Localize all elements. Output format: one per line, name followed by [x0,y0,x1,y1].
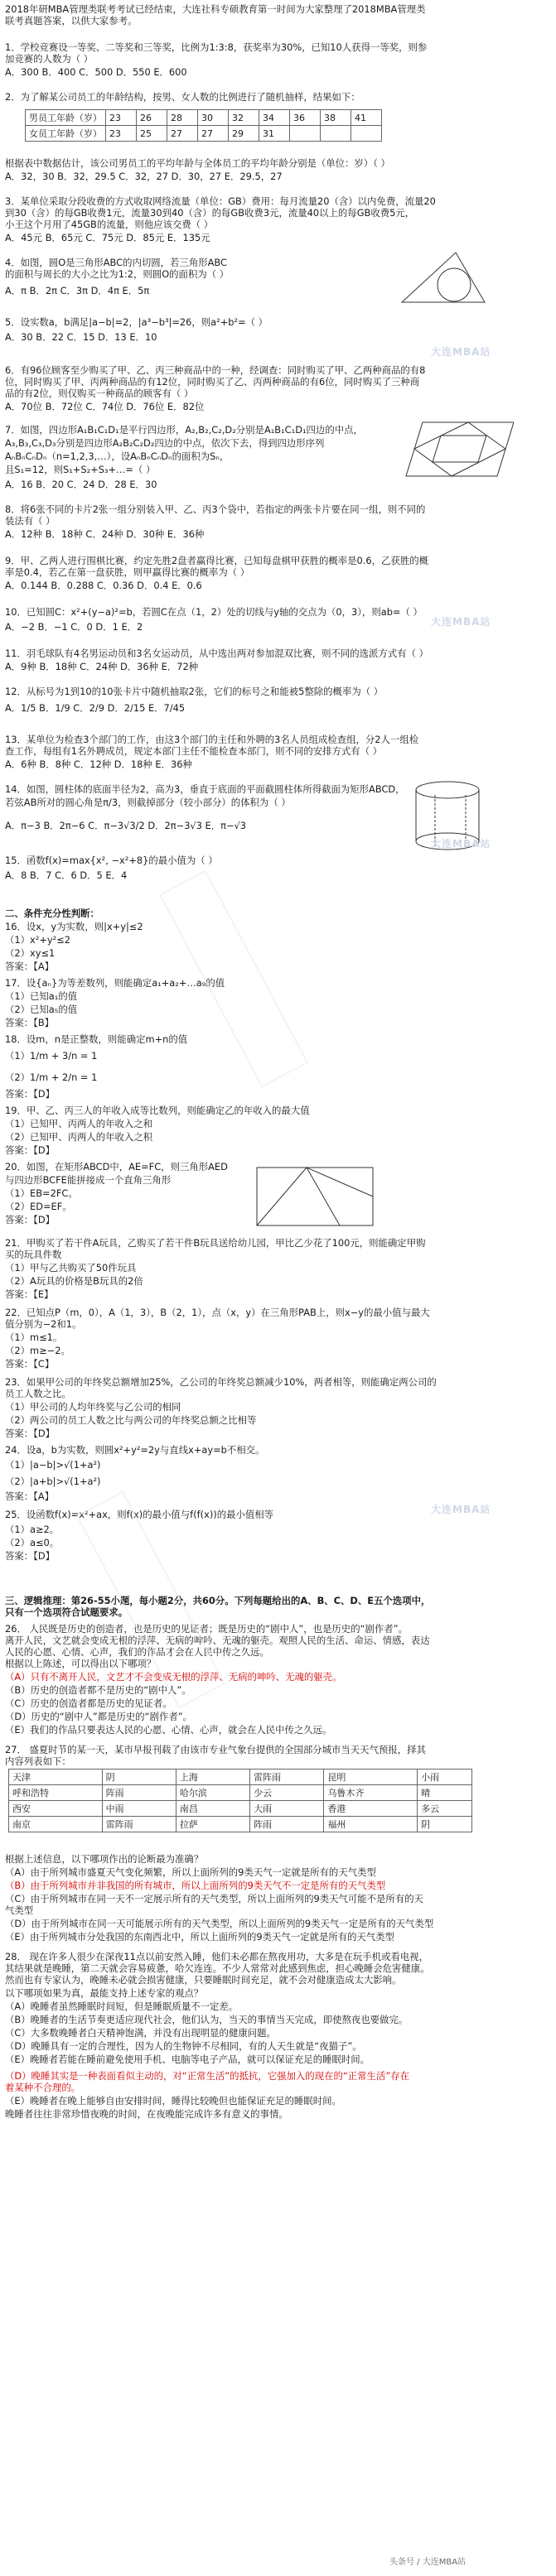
text-line: 晚睡者往往非常珍惜夜晚的时间，在夜晚能完成许多有意义的事情。 [5,2108,288,2120]
text-line: （D）由于所列城市在同一天可能展示所有的天气类型，所以上面所列的9类天气一定是所有的天气类型 [5,1918,434,1929]
text-line: 着某种不合理的。 [5,2082,81,2093]
rectangle-figure [249,1159,381,1234]
text-line: （1）甲与乙共购买了50件玩具 [5,1262,137,1274]
footer-text: 头条号 / 大连MBA站 [389,2558,467,2567]
text-line: 然而也有专家认为，晚睡未必就会损害健康，只要睡眠时间充足，就不会对健康造成太大影响。 [5,1974,402,1986]
text-line: （E）晚睡者若能在睡前避免使用手机、电脑等电子产品，就可以保证充足的睡眠时间。 [5,2054,370,2065]
text-line: 21．甲购买了若干件A玩具，乙购买了若干件B玩具送给幼儿园，甲比乙少花了100元，则能确定甲购 [5,1237,426,1249]
text-line: 其结果就是晚睡，第二天就会容易疲惫，哈欠连连。不少人常常对此感到焦虑，担心晚睡会危害健康。 [5,1962,430,1974]
table-row: 南京 雷阵雨 拉萨 阵雨 福州 阴 [9,1817,472,1832]
text-line: 13．某单位为检查3个部门的工作，由这3个部门的主任和外聘的3名人员组成检查组，分2人一组检 [5,734,419,745]
text-line: 答案：【D】 [5,1214,56,1225]
text-line: （C）大多数晚睡者白天精神饱满，并没有出现明显的健康问题。 [5,2027,276,2039]
text-line: 10．已知圆C：x²+(y−a)²=b，若圆C在点（1，2）处的切线与y轴的交点为（0，3），则ab=（ ） [5,606,423,618]
text-line: 内容列表如下： [5,1755,71,1767]
text-line: （B）历史的创造者都不是历史的“剧中人”。 [5,1684,191,1696]
text-line: 答案：【B】 [5,1017,55,1028]
text-line: 气类型 [5,1904,34,1916]
watermark-text: 大连MBA站 [431,1504,491,1515]
text-line: 品的有2位，则仅购买一种商品的顾客有（ ） [5,388,194,399]
text-line: 19．甲、乙、丙三人的年收入成等比数列，则能确定乙的年收入的最大值 [5,1105,310,1116]
text-line: （1）a≥2。 [5,1524,60,1535]
incircle-figure [398,248,489,306]
text-line: 8．将6张不同的卡片2张一组分别装入甲、乙、丙3个袋中，若指定的两张卡片要在同一组，则不同的 [5,503,426,515]
text-line: 答案：【D】 [5,1428,56,1439]
text-line: （1）甲公司的人均年终奖与乙公司的相同 [5,1401,181,1413]
watermark-text: 大连MBA站 [431,616,491,628]
text-line: 答案：【A】 [5,1490,55,1502]
text-line: A．9种 B．18种 C．24种 D．36种 E．72种 [5,661,199,672]
text-line: （C）由于所列城市在同一天不一定展示所有的天气类型，所以上面所列的9类天气可能不是所有的天 [5,1893,423,1904]
text-line: 根据表中数据估计，该公司男员工的平均年龄与全体员工的平均年龄分别是（单位：岁）（ ） [5,157,390,169]
text-line: 装法有（ ） [5,515,56,527]
text-line: （2）xy≤1 [5,947,56,959]
text-line: （2）m≥−2。 [5,1345,70,1356]
text-line: A．6种 B．8种 C．12种 D．18种 E．36种 [5,758,192,770]
text-line: （E）由于所列城市分处我国的东南西北中，所以上面所列的9类天气一定就是所有的天气类型 [5,1931,395,1943]
text-line: A．π B．2π C．3π D．4π E．5π [5,285,150,296]
text-line: 11．羽毛球队有4名男运动员和3名女运动员，从中选出两对参加混双比赛，则不同的选派方式有（ ） [5,648,429,659]
parallelogram-figure [389,418,514,480]
text-line: （C）历史的创造者都是历史的见证者。 [5,1697,172,1709]
text-line: A．70位 B．72位 C．74位 D．76位 E．82位 [5,401,205,412]
text-line: （B）由于所列城市并非我国的所有城市，所以上面所列的9类天气不一定是所有的天气类型 [5,1880,386,1891]
text-line: 值分别为−2和1。 [5,1318,82,1330]
text-line: （1）已知a₁的值 [5,990,78,1002]
weather-table [8,1769,472,1832]
watermark-text: 大连MBA站 [431,838,491,850]
text-line: 加竞赛的人数为（ ） [5,53,94,65]
text-line: A．−2 B．−1 C．0 D．1 E．2 [5,621,143,633]
text-line: 22．已知点P（m，0），A（1，3），B（2，1），点（x，y）在三角形PAB上，则x−y的最小值与最大 [5,1307,430,1318]
text-line: A．45元 B．65元 C．75元 D．85元 E．135元 [5,232,210,243]
text-line: 9．甲、乙两人进行围棋比赛，约定先胜2盘者赢得比赛，已知每盘棋甲获胜的概率是0.6，乙获胜的概 [5,555,429,566]
text-line: 16．设x，y为实数，则|x+y|≤2 [5,921,143,932]
text-line: 答案：【D】 [5,1550,56,1562]
watermark-text: 大连MBA站 [431,346,491,358]
text-line: 位，同时购买了甲、丙两种商品的有12位，同时购买了乙、丙两种商品的有6位，同时购买了三种商 [5,376,420,388]
text-line: 7．如图，四边形A₁B₁C₁D₁是平行四边形，A₂,B₂,C₂,D₂分别是A₁B₁C₁D₁四边的中点， [5,424,363,436]
text-line: （1）EB=2FC。 [5,1187,78,1199]
text-line: 与四边形BCFE能拼接成一个直角三角形 [5,1174,172,1186]
text-line: （2）两公司的员工人数之比与两公司的年终奖总额之比相等 [5,1414,257,1426]
text-line: 三、逻辑推理：第26-55小题，每小题2分，共60分。下列每题给出的A、B、C、D、E五个选项中， [5,1595,431,1606]
text-line: 14．如图，圆柱体的底面半径为2，高为3，垂直于底面的平面截圆柱体所得截面为矩形ABCD， [5,783,405,795]
text-line: （1）m≤1。 [5,1331,63,1343]
text-line: A．300 B．400 C．500 D．550 E．600 [5,66,187,78]
text-line: （1）|a−b|>√(1+a²) [5,1459,101,1471]
text-line: 答案：【E】 [5,1288,54,1300]
text-line: 1．学校竞赛设一等奖、二等奖和三等奖，比例为1:3:8，获奖率为30%，已知10人获得一等奖，则参 [5,41,428,53]
text-line: A．1/5 B．1/9 C．2/9 D．2/15 E．7/45 [5,702,186,714]
text-line: A．12种 B．18种 C．24种 D．30种 E．36种 [5,528,205,540]
text-line: 离开人民，文艺就会变成无根的浮萍、无病的呻吟、无魂的躯壳。观照人民的生活、命运、情感，表达 [5,1635,430,1646]
text-line: A．32，30 B．32，29.5 C．32，27 D．30，27 E．29.5，27 [5,171,283,182]
text-line: 率是0.4，若乙在第一盘获胜，则甲赢得比赛的概率为（ ） [5,566,250,578]
text-line: A．30 B．22 C．15 D．13 E．10 [5,331,157,343]
text-line: （2）ED=EF。 [5,1201,72,1212]
text-line: （E）我们的作品只要表达人民的心愿、心情、心声，就会在人民中传之久远。 [5,1724,332,1736]
text-line: 只有一个选项符合试题要求。 [5,1606,128,1618]
text-line: 答案：【D】 [5,1088,56,1100]
header-line-2: 联考真题答案，以供大家参考。 [5,15,138,26]
text-line: 25．设函数f(x)=x²+ax，则f(x)的最小值与f(f(x))的最小值相等 [5,1509,274,1520]
text-line: 若弦AB所对的圆心角是π/3，则截掉部分（较小部分）的体积为（ ） [5,797,291,808]
text-line: 27． 盛夏时节的某一天，某市早报刊载了由该市专业气象台提供的全国部分城市当天天气预报，择其 [5,1744,426,1755]
text-line: 答案：【C】 [5,1358,55,1370]
text-line: 5．设实数a，b满足|a−b|=2，|a³−b³|=26，则a²+b²=（ ） [5,316,268,328]
table-row: 西安 中雨 南昌 大雨 香港 多云 [9,1801,472,1817]
text-line: （D）晚睡具有一定的合理性，因为人的生物钟不尽相同，有的人天生就是“夜猫子”。 [5,2040,362,2052]
table-row: 女员工年龄（岁） 23 25 27 27 29 31 [26,126,382,142]
text-line: （2）已知甲、丙两人的年收入之积 [5,1131,153,1143]
table-row: 天津 阴 上海 雷阵雨 昆明 小雨 [9,1769,472,1785]
text-line: 的面积与周长的大小之比为1:2，则圆O的面积为（ ） [5,268,230,280]
text-line: （A）只有不离开人民，文艺才不会变成无根的浮萍、无病的呻吟、无魂的躯壳。 [5,1671,342,1683]
text-line: 且S₁=12，则S₁+S₂+S₃+…=（ ） [5,464,156,475]
text-line: （2）a≤0。 [5,1537,60,1548]
text-line: A．π−3 B．2π−6 C．π−3√3/2 D．2π−3√3 E．π−√3 [5,820,247,831]
text-line: （D）历史的“剧中人”都是历史的“剧作者”。 [5,1711,193,1722]
text-line: （2）1/m + 2/n = 1 [5,1071,98,1083]
text-line: 人民的心愿、心情、心声，我们的作品才会在人民中传之久远。 [5,1646,269,1658]
text-line: （A）由于所列城市盛夏天气变化频繁，所以上面所列的9类天气一定就是所有的天气类型 [5,1866,376,1878]
text-line: 2．为了解某公司员工的年龄结构，按男、女人数的比例进行了随机抽样，结果如下： [5,91,360,103]
table-row: 呼和浩特 阵雨 哈尔滨 少云 乌鲁木齐 晴 [9,1785,472,1801]
age-table [25,109,382,142]
text-line: A₃,B₃,C₃,D₃分别是四边形A₂B₂C₂D₂四边的中点，依次下去，得到四边形序列 [5,437,325,449]
text-line: 到30（含）的每GB收费1元，流量30到40（含）的每GB收费3元，流量40以上的每GB收费5元， [5,207,415,219]
text-line: 查工作，每组有1名外聘成员，规定本部门主任不能检查本部门，则不同的安排方式有（ ） [5,745,383,757]
table-row: 男员工年龄（岁） 23 26 28 30 32 34 36 38 41 [26,110,382,126]
text-line: A．16 B．20 C．24 D．28 E．30 [5,479,157,490]
text-line: （A）晚睡者虽然睡眠时间短，但是睡眠质量不一定差。 [5,2001,239,2012]
text-line: （2）已知a₅的值 [5,1004,78,1015]
text-line: 12．从标号为1到10的10张卡片中随机抽取2张，它们的标号之和能被5整除的概率为（ ） [5,686,384,697]
text-line: 根据上述信息，以下哪项作出的论断最为准确？ [5,1853,204,1865]
text-line: 28． 现在许多人很少在深夜11点以前安然入睡，他们未必都在熬夜用功，大多是在玩手机或看电视， [5,1951,429,1962]
text-line: 答案：【A】 [5,961,55,972]
text-line: （2）A玩具的价格是B玩具的2倍 [5,1275,143,1287]
text-line: 26． 人民既是历史的创造者，也是历史的见证者；既是历史的“剧中人”，也是历史的“剧作者”。 [5,1623,408,1635]
text-line: （E）晚睡者在晚上能够自由安排时间，睡得比较晚但也能保证充足的睡眠时间。 [5,2095,341,2107]
text-line: 3．某单位采取分段收费的方式收取网络流量（单位：GB）费用：每月流量20（含）以内免费，流量20 [5,195,436,207]
text-line: 员工人数之比。 [5,1388,71,1399]
header-line-1: 2018年研MBA管理类联考考试已经结束，大连社科专硕教育第一时间为大家整理了2018MBA管理类 [5,3,426,15]
text-line: （1）x²+y²≤2 [5,934,70,946]
text-line: （1）已知甲、丙两人的年收入之和 [5,1118,153,1129]
text-line: 买的玩具件数 [5,1249,62,1260]
text-line: （B）晚睡者的生活节奏更适应现代社会，他们认为，当天的事情当天完成，即使熬夜也要做完。 [5,2014,409,2025]
text-line: 以下哪项如果为真，最能支持上述专家的观点？ [5,1987,204,1999]
text-line: （2）|a+b|>√(1+a²) [5,1476,101,1487]
text-line: A．0.144 B．0.288 C．0.36 D．0.4 E．0.6 [5,580,202,591]
text-line: 答案：【D】 [5,1144,56,1156]
text-line: 24．设a，b为实数，则圆x²+y²=2y与直线x+ay=b不相交。 [5,1444,265,1456]
text-line: 15．函数f(x)=max{x², −x²+8}的最小值为（ ） [5,855,218,866]
text-line: 4．如图，圆O是三角形ABC的内切圆，若三角形ABC [5,257,227,268]
text-line: 23．如果甲公司的年终奖总额增加25%，乙公司的年终奖总额减少10%，两者相等，则能确定两公司的 [5,1376,437,1388]
text-line: （1）1/m + 3/n = 1 [5,1050,98,1062]
text-line: 小王这个月用了45GB的流量，则他应该交费（ ） [5,219,214,230]
text-line: 二、条件充分性判断： [5,908,99,919]
text-line: 18．设m，n是正整数，则能确定m+n的值 [5,1033,188,1045]
text-line: 20．如图，在矩形ABCD中，AE=FC，则三角形AED [5,1161,228,1172]
text-line: 6．有96位顾客至少购买了甲、乙、丙三种商品中的一种，经调查：同时购买了甲、乙两种商品的有8 [5,364,426,376]
text-line: AₙBₙCₙDₙ（n=1,2,3,…），设AₙBₙCₙDₙ的面积为Sₙ， [5,450,230,462]
text-line: 17．设{aₙ}为等差数列，则能确定a₁+a₂+…a₉的值 [5,977,225,989]
text-line: （D）晚睡其实是一种表面看似主动的，对“正常生活”的抵抗，它强加入的现在的“正常生活”存在 [5,2070,410,2082]
text-line: 根据以上陈述，可以得出以下哪项？ [5,1658,157,1669]
text-line: A．8 B．7 C．6 D．5 E．4 [5,869,128,881]
